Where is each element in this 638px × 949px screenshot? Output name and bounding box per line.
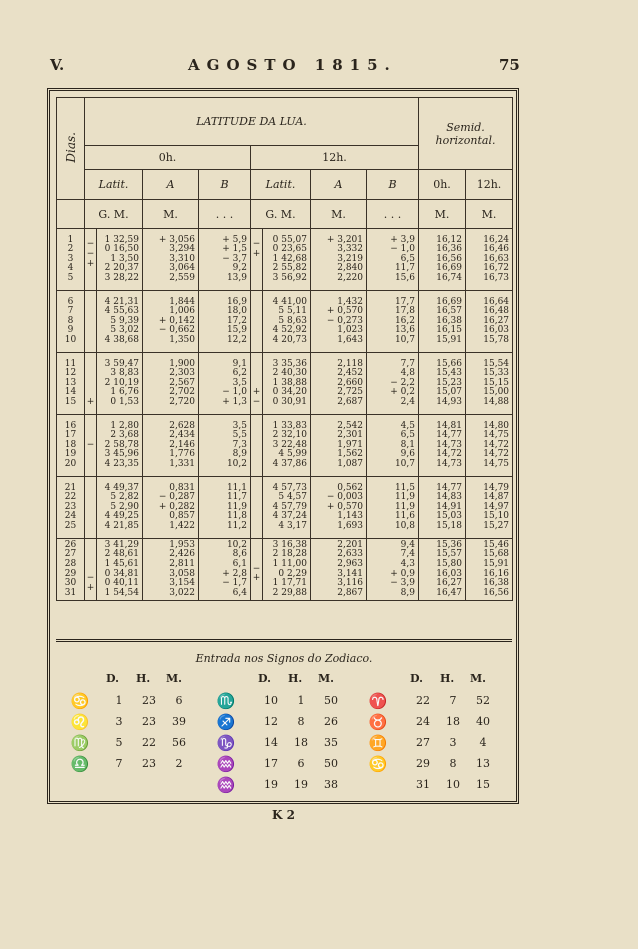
zodiac-value-m: 35: [324, 736, 338, 749]
page-header: [0, 56, 638, 80]
a-0h: 0,831 − 0,287 + 0,282 0,857 1,422: [143, 477, 199, 539]
b-12h: 7,7 4,8 − 2,2 + 0,2 2,4: [367, 353, 419, 415]
latitude-0h: 3 41,29 2 48,61 1 45,61 0 34,81 0 40,11 1 54,54: [97, 539, 143, 601]
a-12h: 0,562 − 0,003 + 0,570 1,143 1,693: [311, 477, 367, 539]
time-0-header: 0h.: [85, 146, 251, 170]
zodiac-value-m: 39: [172, 715, 186, 728]
table-row: [57, 539, 513, 601]
zodiac-sign-icon: ♏: [216, 692, 236, 710]
zodiac-header-d: D.: [410, 672, 423, 685]
latitude-table: [56, 97, 513, 601]
table-row: [57, 353, 513, 415]
table-row: [57, 415, 513, 477]
sign-12h: + −: [251, 353, 263, 415]
zodiac-value-d: 14: [264, 736, 278, 749]
a-header-0: A: [143, 170, 199, 200]
semid-12h: 15,46 15,68 15,91 16,16 16,38 16,56: [466, 539, 513, 601]
a-12h: 1,432 + 0,570 − 0,273 1,023 1,643: [311, 291, 367, 353]
sign-12h: − +: [251, 539, 263, 601]
semid-0h: 15,66 15,43 15,23 15,07 14,93: [419, 353, 466, 415]
unit-gm-12: G. M.: [251, 200, 311, 229]
semid-0h: 16,12 16,36 16,56 16,69 16,74: [419, 229, 466, 291]
b-header-12: B: [367, 170, 419, 200]
zodiac-value-h: 7: [449, 694, 457, 707]
a-12h: 2,201 2,633 2,963 3,141 3,116 2,867: [311, 539, 367, 601]
zodiac-value-h: 23: [142, 694, 156, 707]
zodiac-sign-icon: ♎: [70, 755, 90, 773]
day-numbers: 26 27 28 29 30 31: [57, 539, 85, 601]
month-title: AGOSTO 1815.: [188, 56, 397, 74]
zodiac-sign-icon: ♍: [70, 734, 90, 752]
latitude-0h: 1 2,80 2 3,68 2 58,78 3 45,96 4 23,35: [97, 415, 143, 477]
zodiac-value-d: 5: [115, 736, 123, 749]
zodiac-section: [56, 639, 512, 798]
table-row: [57, 229, 513, 291]
zodiac-value-h: 10: [446, 778, 460, 791]
latitude-12h: 4 57,73 5 4,57 4 57,79 4 37,24 4 3,17: [263, 477, 311, 539]
zodiac-value-h: 1: [297, 694, 305, 707]
zodiac-value-d: 22: [416, 694, 430, 707]
b-0h: 10,2 8,6 6,1 + 2,8 − 1,7 6,4: [199, 539, 251, 601]
semid-12h: 16,64 16,48 16,27 16,03 15,78: [466, 291, 513, 353]
day-numbers: 21 22 23 24 25: [57, 477, 85, 539]
zodiac-value-h: 6: [297, 757, 305, 770]
semid-12h: 14,80 14,75 14,72 14,72 14,75: [466, 415, 513, 477]
zodiac-header-m: M.: [166, 672, 183, 685]
volume-label: V.: [50, 56, 65, 74]
zodiac-value-m: 15: [476, 778, 490, 791]
semid-title: Semid. horizontal.: [419, 98, 513, 170]
zodiac-value-h: 22: [142, 736, 156, 749]
latitude-table-frame: [47, 88, 519, 804]
unit-m-s12: M.: [466, 200, 513, 229]
sign-0h: − +: [85, 539, 97, 601]
time-12-header: 12h.: [251, 146, 419, 170]
zodiac-value-h: 8: [449, 757, 457, 770]
sign-0h: [85, 477, 97, 539]
semid-0-header: 0h.: [419, 170, 466, 200]
b-0h: 3,5 5,5 7,3 8,9 10,2: [199, 415, 251, 477]
zodiac-value-m: 40: [476, 715, 490, 728]
b-0h: 16,9 18,0 17,2 15,9 12,2: [199, 291, 251, 353]
zodiac-value-m: 6: [175, 694, 183, 707]
zodiac-value-h: 18: [294, 736, 308, 749]
zodiac-value-h: 8: [297, 715, 305, 728]
dias-header: Dias.: [57, 98, 85, 200]
unit-m-a0: M.: [143, 200, 199, 229]
zodiac-value-d: 1: [115, 694, 123, 707]
unit-gm-0: G. M.: [85, 200, 143, 229]
zodiac-value-h: 19: [294, 778, 308, 791]
a-12h: 2,118 2,452 2,660 2,725 2,687: [311, 353, 367, 415]
b-12h: 4,5 6,5 8,1 9,6 10,7: [367, 415, 419, 477]
sign-0h: − − +: [85, 229, 97, 291]
semid-0h: 14,81 14,77 14,73 14,72 14,73: [419, 415, 466, 477]
sign-12h: [251, 415, 263, 477]
zodiac-value-h: 3: [449, 736, 457, 749]
b-0h: 9,1 6,2 3,5 − 1,0 + 1,3: [199, 353, 251, 415]
latitude-0h: 3 59,47 3 8,83 2 10,19 1 6,76 0 1,53: [97, 353, 143, 415]
zodiac-title: Entrada nos Signos do Zodiaco.: [195, 652, 373, 665]
zodiac-value-m: 50: [324, 757, 338, 770]
latitude-0h: 4 21,31 4 55,63 5 9,39 5 3,02 4 38,68: [97, 291, 143, 353]
zodiac-sign-icon: ♋: [368, 755, 388, 773]
latitude-0h: 1 32,59 0 16,50 1 3,50 2 20,37 3 28,22: [97, 229, 143, 291]
a-0h: 2,628 2,434 2,146 1,776 1,331: [143, 415, 199, 477]
latitude-0h: 4 49,37 5 2,82 5 2,90 4 49,25 4 21,85: [97, 477, 143, 539]
signature-mark: K 2: [272, 808, 295, 822]
sign-0h: [85, 291, 97, 353]
zodiac-value-d: 3: [115, 715, 123, 728]
sign-0h: −: [85, 415, 97, 477]
a-0h: 1,844 1,006 + 0,142 − 0,662 1,350: [143, 291, 199, 353]
semid-12h: 15,54 15,33 15,15 15,00 14,88: [466, 353, 513, 415]
zodiac-value-d: 10: [264, 694, 278, 707]
zodiac-value-m: 56: [172, 736, 186, 749]
zodiac-value-d: 29: [416, 757, 430, 770]
zodiac-value-h: 23: [142, 715, 156, 728]
b-0h: + 5,9 + 1,5 − 3,7 9,2 13,9: [199, 229, 251, 291]
latitude-12h: 3 35,36 2 40,30 1 38,88 0 34,20 0 30,91: [263, 353, 311, 415]
semid-12h: 16,24 16,46 16,63 16,72 16,73: [466, 229, 513, 291]
latit-header-0: Latit.: [85, 170, 143, 200]
page-number: 75: [499, 56, 520, 74]
table-body: [57, 229, 513, 601]
zodiac-header-h: H.: [440, 672, 455, 685]
latit-header-12: Latit.: [251, 170, 311, 200]
latitude-12h: 1 33,83 2 32,10 3 22,48 4 5,99 4 37,86: [263, 415, 311, 477]
zodiac-value-m: 4: [479, 736, 487, 749]
zodiac-header-d: D.: [106, 672, 119, 685]
day-numbers: 6 7 8 9 10: [57, 291, 85, 353]
semid-12-header: 12h.: [466, 170, 513, 200]
zodiac-value-m: 2: [175, 757, 183, 770]
sign-0h: +: [85, 353, 97, 415]
zodiac-value-h: 18: [446, 715, 460, 728]
zodiac-value-d: 19: [264, 778, 278, 791]
table-row: [57, 477, 513, 539]
zodiac-sign-icon: ♒: [216, 776, 236, 794]
zodiac-sign-icon: ♋: [70, 692, 90, 710]
zodiac-header-h: H.: [136, 672, 151, 685]
semid-0h: 15,36 15,57 15,80 16,03 16,27 16,47: [419, 539, 466, 601]
zodiac-value-m: 52: [476, 694, 490, 707]
zodiac-header-d: D.: [258, 672, 271, 685]
zodiac-sign-icon: ♈: [368, 692, 388, 710]
b-12h: + 3,9 − 1,0 6,5 11,7 15,6: [367, 229, 419, 291]
sign-12h: − +: [251, 229, 263, 291]
b-12h: 17,7 17,8 16,2 13,6 10,7: [367, 291, 419, 353]
a-header-12: A: [311, 170, 367, 200]
main-title: LATITUDE DA LUA.: [85, 98, 419, 146]
zodiac-value-m: 50: [324, 694, 338, 707]
zodiac-value-d: 24: [416, 715, 430, 728]
b-0h: 11,1 11,7 11,9 11,8 11,2: [199, 477, 251, 539]
zodiac-value-m: 13: [476, 757, 490, 770]
semid-0h: 14,77 14,83 14,91 15,03 15,18: [419, 477, 466, 539]
zodiac-sign-icon: ♒: [216, 755, 236, 773]
zodiac-value-m: 38: [324, 778, 338, 791]
zodiac-sign-icon: ♌: [70, 713, 90, 731]
a-0h: 1,900 2,303 2,567 2,702 2,720: [143, 353, 199, 415]
zodiac-value-d: 12: [264, 715, 278, 728]
unit-dots-b12: . . .: [367, 200, 419, 229]
unit-m-a12: M.: [311, 200, 367, 229]
semid-0h: 16,69 16,57 16,38 16,15 15,91: [419, 291, 466, 353]
zodiac-value-d: 31: [416, 778, 430, 791]
semid-12h: 14,79 14,87 14,97 15,10 15,27: [466, 477, 513, 539]
a-12h: 2,542 2,301 1,971 1,562 1,087: [311, 415, 367, 477]
table-row: [57, 291, 513, 353]
zodiac-value-d: 7: [115, 757, 123, 770]
zodiac-sign-icon: ♑: [216, 734, 236, 752]
latitude-12h: 4 41,00 5 5,11 5 8,63 4 52,92 4 20,73: [263, 291, 311, 353]
zodiac-value-h: 23: [142, 757, 156, 770]
latitude-12h: 0 55,07 0 23,65 1 42,68 2 55,82 3 56,92: [263, 229, 311, 291]
b-12h: 11,5 11,9 11,9 11,6 10,8: [367, 477, 419, 539]
sign-12h: [251, 477, 263, 539]
a-0h: 1,953 2,426 2,811 3,058 3,154 3,022: [143, 539, 199, 601]
zodiac-sign-icon: ♉: [368, 713, 388, 731]
zodiac-sign-icon: ♊: [368, 734, 388, 752]
zodiac-sign-icon: ♐: [216, 713, 236, 731]
zodiac-header-h: H.: [288, 672, 303, 685]
zodiac-value-d: 17: [264, 757, 278, 770]
a-0h: + 3,056 3,294 3,310 3,064 2,559: [143, 229, 199, 291]
b-12h: 9,4 7,4 4,3 + 0,9 − 3,9 8,9: [367, 539, 419, 601]
zodiac-header-m: M.: [470, 672, 487, 685]
day-numbers: 1 2 3 4 5: [57, 229, 85, 291]
a-12h: + 3,201 3,332 3,219 2,840 2,220: [311, 229, 367, 291]
unit-m-s0: M.: [419, 200, 466, 229]
zodiac-value-d: 27: [416, 736, 430, 749]
day-numbers: 11 12 13 14 15: [57, 353, 85, 415]
zodiac-value-m: 26: [324, 715, 338, 728]
zodiac-header-m: M.: [318, 672, 335, 685]
latitude-12h: 3 16,38 2 18,28 1 11,00 0 2,29 1 17,71 2 29,88: [263, 539, 311, 601]
unit-dots-b0: . . .: [199, 200, 251, 229]
day-numbers: 16 17 18 19 20: [57, 415, 85, 477]
sign-12h: [251, 291, 263, 353]
b-header-0: B: [199, 170, 251, 200]
